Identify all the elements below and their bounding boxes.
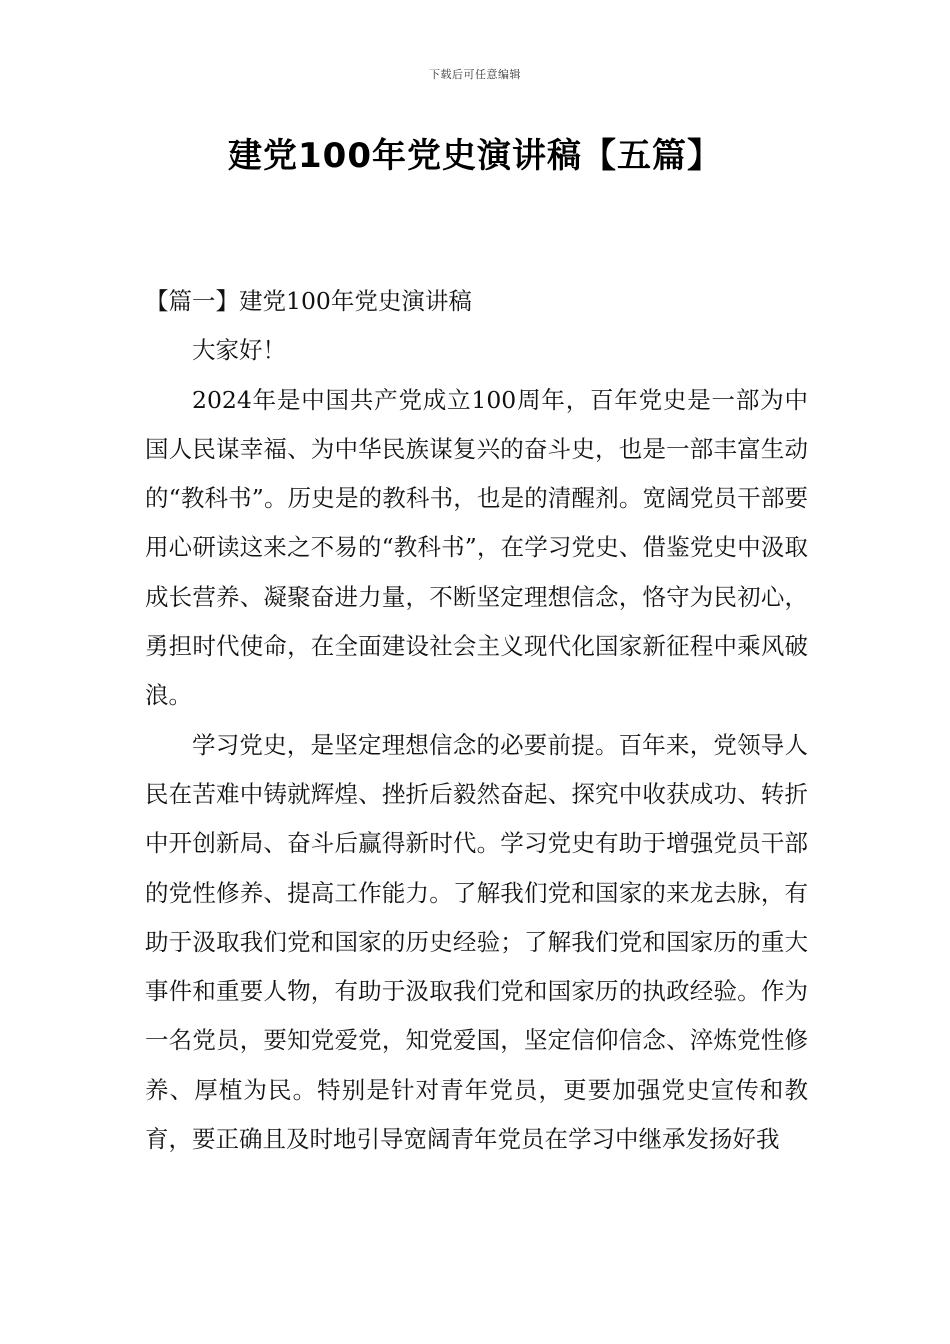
document-title: 建党100年党史演讲稿【五篇】 — [228, 136, 722, 176]
body-paragraph: 2024年是中国共产党成立100周年，百年党史是一部为中国人民谋幸福、为中华民族谋复兴的奋斗史，也是一部丰富生动的“教科书”。历史是的教科书，也是的清醒剂。宽阔党员干部要用心研读这来之不易的“教科书”，在学习党史、借鉴党史中汲取成长营养、凝聚奋进力量，不断坚定理想信念，恪守为民初心，勇担时代使命，在全面建设社会主义现代化国家新征程中乘风破浪。 — [145, 385, 808, 710]
document-body — [145, 277, 808, 1164]
header-note: 下载后可任意编辑 — [429, 68, 521, 81]
section-heading: 【篇一】建党100年党史演讲稿 — [145, 287, 472, 315]
greeting-paragraph: 大家好！ — [192, 336, 286, 365]
body-paragraph: 学习党史，是坚定理想信念的必要前提。百年来，党领导人民在苦难中铸就辉煌、挫折后毅然奋起、探究中收获成功、转折中开创新局、奋斗后赢得新时代。学习党史有助于增强党员干部的党性修养、提高工作能力。了解我们党和国家的来龙去脉，有助于汲取我们党和国家的历史经验；了解我们党和国家历的重大事件和重要人物，有助于汲取我们党和国家历的执政经验。作为一名党员，要知党爱党，知党爱国，坚定信仰信念、淬炼党性修养、厚植为民。特别是针对青年党员，更要加强党史宣传和教育，要正确且及时地引导宽阔青年党员在学习中继承发扬好我 — [145, 730, 808, 1154]
